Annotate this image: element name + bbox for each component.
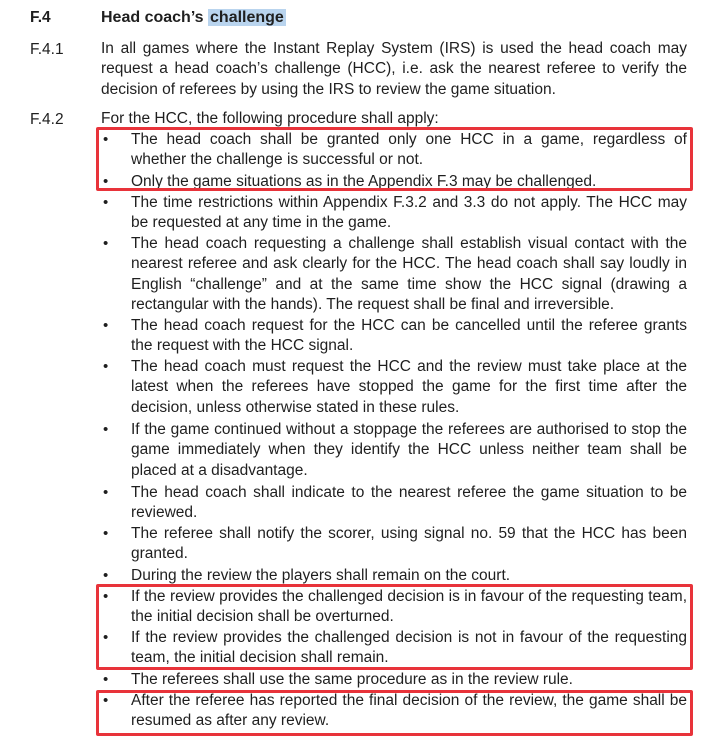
- list-item-text: If the game continued without a stoppage the referees are authorised to stop the game immediately when they identify the HCC unless neither team shall be placed at a disadvantage.: [131, 421, 687, 479]
- clause-number: F.4.1: [30, 41, 64, 58]
- clause-text: For the HCC, the following procedure shall apply:: [101, 110, 439, 127]
- bullet-icon: •: [103, 173, 109, 190]
- section-title-prefix: Head coach’s: [101, 9, 209, 26]
- clause-number: F.4.2: [30, 111, 64, 128]
- bullet-icon: •: [103, 131, 109, 148]
- section-number: F.4: [30, 9, 51, 26]
- list-item-text: After the referee has reported the final decision of the review, the game shall be resumed as after any review.: [131, 692, 687, 730]
- bullet-icon: •: [103, 421, 109, 438]
- bullet-icon: •: [103, 588, 109, 605]
- section-title: [101, 8, 286, 28]
- list-item-text: The referee shall notify the scorer, using signal no. 59 that the HCC has been granted.: [131, 525, 687, 563]
- bullet-icon: •: [103, 358, 109, 375]
- list-item-text: The head coach must request the HCC and the review must take place at the latest when the referees have stopped the game for the first time after the decision, unless otherwise stated in these rules.: [131, 358, 687, 416]
- bullet-icon: •: [103, 692, 109, 709]
- clause-text: In all games where the Instant Replay System (IRS) is used the head coach may request a head coach’s challenge (HCC), i.e. ask the nearest referee to verify the decision of referees by using the IRS to review the game situation.: [101, 40, 687, 98]
- list-item-text: The head coach shall be granted only one HCC in a game, regardless of whether the challenge is successful or not.: [131, 131, 687, 169]
- bullet-icon: •: [103, 525, 109, 542]
- list-item-text: The head coach shall indicate to the nearest referee the game situation to be reviewed.: [131, 484, 687, 522]
- list-item-text: If the review provides the challenged decision is not in favour of the requesting team, the initial decision shall remain.: [131, 629, 687, 667]
- bullet-icon: •: [103, 671, 109, 688]
- list-item-text: During the review the players shall remain on the court.: [131, 567, 511, 584]
- list-item-text: The referees shall use the same procedure as in the review rule.: [131, 671, 573, 688]
- bullet-icon: •: [103, 629, 109, 646]
- list-item-text: The head coach requesting a challenge shall establish visual contact with the nearest referee and ask clearly for the HCC. The head coach shall say loudly in English “challenge” and at the same time show the HCC signal (drawing a rectangular with the hands). The request shall be final and irreversible.: [131, 235, 687, 314]
- bullet-icon: •: [103, 484, 109, 501]
- list-item-text: Only the game situations as in the Appendix F.3 may be challenged.: [131, 173, 597, 190]
- bullet-icon: •: [103, 194, 109, 211]
- bullet-icon: •: [103, 317, 109, 334]
- list-item-text: The time restrictions within Appendix F.3.2 and 3.3 do not apply. The HCC may be requested at any time in the game.: [131, 194, 687, 232]
- selected-text-highlight[interactable]: challenge: [210, 9, 284, 26]
- list-item-text: The head coach request for the HCC can be cancelled until the referee grants the request with the HCC signal.: [131, 317, 687, 355]
- list-item-text: If the review provides the challenged decision is in favour of the requesting team, the initial decision shall be overturned.: [131, 588, 687, 626]
- bullet-icon: •: [103, 567, 109, 584]
- bullet-icon: •: [103, 235, 109, 252]
